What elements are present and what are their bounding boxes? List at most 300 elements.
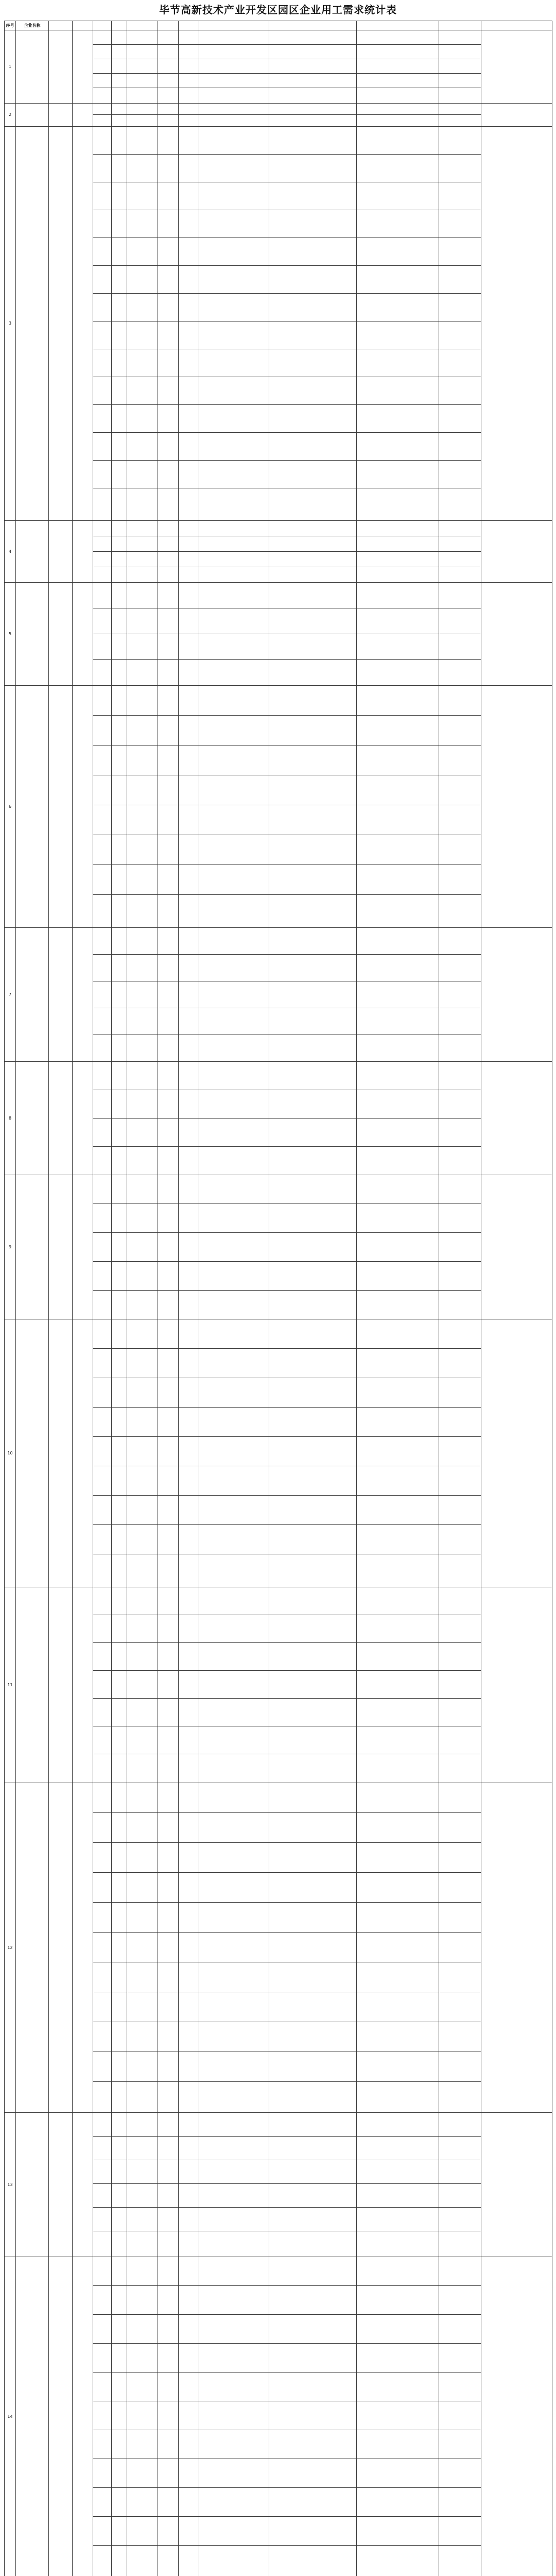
job-detail-cell	[439, 30, 481, 45]
job-detail-cell	[199, 1204, 269, 1233]
job-detail-cell	[127, 1873, 158, 1903]
job-detail-cell	[112, 1408, 127, 1437]
job-detail-cell	[179, 155, 199, 182]
company-info-cell	[49, 583, 73, 686]
job-detail-cell	[93, 1147, 112, 1175]
job-detail-cell	[112, 716, 127, 745]
job-detail-cell	[93, 1378, 112, 1408]
job-detail-cell	[112, 1175, 127, 1204]
job-detail-cell	[93, 2160, 112, 2184]
job-detail-cell	[179, 115, 199, 127]
job-detail-cell	[357, 2488, 439, 2517]
job-detail-cell	[93, 461, 112, 488]
job-detail-cell	[179, 2184, 199, 2208]
job-detail-cell	[439, 210, 481, 238]
job-detail-cell	[269, 745, 357, 775]
job-detail-cell	[93, 567, 112, 583]
job-detail-cell	[158, 835, 179, 865]
job-detail-cell	[357, 1466, 439, 1496]
job-detail-cell	[357, 536, 439, 552]
job-detail-cell	[112, 1754, 127, 1783]
job-detail-cell	[112, 1813, 127, 1843]
job-detail-cell	[199, 1262, 269, 1291]
job-detail-cell	[269, 1754, 357, 1783]
job-detail-cell	[179, 1525, 199, 1554]
company-info-cell	[49, 1175, 73, 1319]
job-detail-cell	[112, 1783, 127, 1813]
job-detail-cell	[127, 104, 158, 115]
job-detail-cell	[357, 2052, 439, 2082]
job-detail-cell	[357, 488, 439, 521]
job-detail-cell	[199, 321, 269, 349]
job-detail-cell	[269, 1873, 357, 1903]
job-detail-cell	[439, 45, 481, 59]
job-detail-cell	[158, 1783, 179, 1813]
job-detail-cell	[127, 1903, 158, 1933]
job-detail-cell	[112, 775, 127, 805]
job-detail-cell	[199, 1291, 269, 1319]
job-detail-cell	[158, 1466, 179, 1496]
job-detail-cell	[357, 1175, 439, 1204]
job-detail-cell	[357, 266, 439, 294]
job-detail-cell	[357, 2430, 439, 2459]
job-detail-cell	[357, 127, 439, 155]
job-detail-cell	[127, 1035, 158, 1062]
remark-cell	[481, 1587, 552, 1783]
job-detail-cell	[112, 88, 127, 104]
job-detail-cell	[112, 2315, 127, 2344]
job-detail-cell	[93, 2459, 112, 2488]
job-detail-cell	[439, 1843, 481, 1873]
job-detail-cell	[158, 461, 179, 488]
job-detail-cell	[93, 405, 112, 433]
job-detail-cell	[179, 660, 199, 686]
job-detail-cell	[179, 377, 199, 405]
job-detail-cell	[112, 182, 127, 210]
job-detail-cell	[127, 865, 158, 895]
job-detail-cell	[357, 552, 439, 567]
job-detail-cell	[93, 2344, 112, 2372]
job-detail-cell	[199, 2137, 269, 2160]
job-detail-cell	[269, 210, 357, 238]
job-detail-cell	[112, 1873, 127, 1903]
company-info-cell	[73, 1783, 93, 2113]
job-detail-cell	[158, 583, 179, 608]
job-detail-cell	[269, 536, 357, 552]
job-detail-cell	[179, 536, 199, 552]
job-detail-cell	[269, 1496, 357, 1525]
job-detail-cell	[112, 1496, 127, 1525]
job-detail-cell	[127, 2401, 158, 2430]
job-detail-cell	[269, 238, 357, 266]
job-detail-cell	[179, 1262, 199, 1291]
job-detail-cell	[179, 981, 199, 1008]
job-detail-cell	[112, 2372, 127, 2401]
job-detail-cell	[127, 2517, 158, 2546]
company-info-cell	[73, 2257, 93, 2576]
job-detail-cell	[199, 1643, 269, 1671]
job-detail-cell	[179, 1699, 199, 1726]
job-detail-cell	[199, 1175, 269, 1204]
job-detail-cell	[158, 1437, 179, 1466]
job-detail-cell	[93, 2401, 112, 2430]
job-detail-cell	[127, 1378, 158, 1408]
job-detail-cell	[158, 2231, 179, 2257]
page-title: 毕节高新技术产业开发区园区企业用工需求统计表	[159, 4, 397, 16]
job-detail-cell	[269, 981, 357, 1008]
job-detail-cell	[93, 1319, 112, 1349]
job-detail-cell	[158, 1008, 179, 1035]
job-detail-cell	[158, 2344, 179, 2372]
job-detail-cell	[357, 1062, 439, 1090]
job-detail-cell	[439, 1233, 481, 1262]
job-detail-cell	[269, 1933, 357, 1962]
job-detail-cell	[112, 634, 127, 660]
job-detail-cell	[269, 1903, 357, 1933]
header-cell	[93, 21, 112, 30]
job-detail-cell	[112, 461, 127, 488]
job-detail-cell	[93, 238, 112, 266]
job-detail-cell	[112, 2082, 127, 2113]
job-detail-cell	[93, 88, 112, 104]
job-detail-cell	[199, 1783, 269, 1813]
job-detail-cell	[93, 182, 112, 210]
job-detail-cell	[112, 2113, 127, 2137]
job-detail-cell	[179, 928, 199, 955]
job-detail-cell	[439, 895, 481, 928]
job-detail-cell	[357, 1408, 439, 1437]
job-detail-cell	[127, 608, 158, 634]
seq-cell: 4	[5, 521, 16, 583]
job-detail-cell	[112, 1319, 127, 1349]
job-detail-cell	[127, 2430, 158, 2459]
job-detail-cell	[439, 2430, 481, 2459]
job-detail-cell	[127, 433, 158, 461]
job-detail-cell	[357, 1843, 439, 1873]
job-detail-cell	[179, 2517, 199, 2546]
job-detail-cell	[439, 981, 481, 1008]
job-detail-cell	[357, 155, 439, 182]
job-detail-cell	[127, 634, 158, 660]
job-detail-cell	[112, 321, 127, 349]
job-detail-cell	[269, 1671, 357, 1699]
job-detail-cell	[439, 2082, 481, 2113]
job-detail-cell	[439, 1726, 481, 1754]
job-detail-cell	[179, 2160, 199, 2184]
job-detail-cell	[439, 1118, 481, 1147]
job-detail-cell	[269, 1378, 357, 1408]
job-detail-cell	[439, 104, 481, 115]
job-detail-cell	[112, 745, 127, 775]
job-detail-cell	[158, 45, 179, 59]
job-detail-cell	[127, 686, 158, 716]
job-detail-cell	[439, 2488, 481, 2517]
job-detail-cell	[357, 745, 439, 775]
job-detail-cell	[439, 2286, 481, 2315]
job-detail-cell	[439, 1933, 481, 1962]
job-detail-cell	[269, 266, 357, 294]
job-detail-cell	[93, 1554, 112, 1587]
job-detail-cell	[93, 115, 112, 127]
remark-cell	[481, 104, 552, 127]
header-cell	[269, 21, 357, 30]
job-detail-cell	[179, 1843, 199, 1873]
job-detail-cell	[439, 2231, 481, 2257]
job-detail-cell	[93, 59, 112, 74]
seq-cell: 1	[5, 30, 16, 104]
job-detail-cell	[127, 2082, 158, 2113]
job-detail-cell	[439, 634, 481, 660]
job-detail-cell	[269, 294, 357, 321]
header-cell	[481, 21, 552, 30]
job-detail-cell	[158, 155, 179, 182]
table-row	[5, 928, 552, 955]
job-detail-cell	[158, 488, 179, 521]
job-detail-cell	[127, 377, 158, 405]
job-detail-cell	[127, 1726, 158, 1754]
job-detail-cell	[158, 1726, 179, 1754]
job-detail-cell	[269, 895, 357, 928]
job-detail-cell	[179, 2257, 199, 2286]
job-detail-cell	[127, 321, 158, 349]
job-detail-cell	[439, 294, 481, 321]
company-info-cell	[49, 2257, 73, 2576]
job-detail-cell	[112, 567, 127, 583]
job-detail-cell	[158, 1204, 179, 1233]
job-detail-cell	[127, 127, 158, 155]
job-detail-cell	[199, 127, 269, 155]
job-detail-cell	[93, 660, 112, 686]
job-detail-cell	[127, 1008, 158, 1035]
job-detail-cell	[439, 716, 481, 745]
job-detail-cell	[199, 405, 269, 433]
job-detail-cell	[269, 1813, 357, 1843]
job-detail-cell	[93, 634, 112, 660]
job-detail-cell	[439, 1615, 481, 1643]
job-detail-cell	[179, 2231, 199, 2257]
job-detail-cell	[199, 182, 269, 210]
job-detail-cell	[357, 928, 439, 955]
job-detail-cell	[112, 1992, 127, 2022]
job-detail-cell	[127, 1262, 158, 1291]
job-detail-cell	[269, 488, 357, 521]
job-detail-cell	[269, 1843, 357, 1873]
job-detail-cell	[439, 2184, 481, 2208]
job-detail-cell	[179, 405, 199, 433]
job-detail-cell	[439, 1175, 481, 1204]
job-detail-cell	[93, 1754, 112, 1783]
job-detail-cell	[269, 1291, 357, 1319]
job-detail-cell	[93, 488, 112, 521]
job-detail-cell	[179, 2208, 199, 2231]
job-detail-cell	[439, 2546, 481, 2576]
job-detail-cell	[357, 2022, 439, 2052]
remark-cell	[481, 127, 552, 521]
job-detail-cell	[179, 955, 199, 981]
job-detail-cell	[112, 1062, 127, 1090]
job-detail-cell	[112, 2546, 127, 2576]
job-detail-cell	[357, 1204, 439, 1233]
job-detail-cell	[93, 2184, 112, 2208]
job-detail-cell	[127, 981, 158, 1008]
job-detail-cell	[93, 2315, 112, 2344]
job-detail-cell	[199, 30, 269, 45]
job-detail-cell	[127, 115, 158, 127]
job-detail-cell	[158, 2286, 179, 2315]
job-detail-cell	[357, 1873, 439, 1903]
job-detail-cell	[269, 1090, 357, 1118]
employment-demand-table	[4, 21, 552, 2576]
job-detail-cell	[357, 981, 439, 1008]
job-detail-cell	[112, 45, 127, 59]
job-detail-cell	[127, 1147, 158, 1175]
company-info-cell	[49, 1062, 73, 1175]
job-detail-cell	[179, 2022, 199, 2052]
job-detail-cell	[158, 321, 179, 349]
job-detail-cell	[357, 1903, 439, 1933]
job-detail-cell	[269, 2208, 357, 2231]
job-detail-cell	[93, 1118, 112, 1147]
job-detail-cell	[357, 1933, 439, 1962]
job-detail-cell	[93, 127, 112, 155]
job-detail-cell	[112, 1699, 127, 1726]
job-detail-cell	[112, 1671, 127, 1699]
job-detail-cell	[127, 536, 158, 552]
job-detail-cell	[439, 1437, 481, 1466]
job-detail-cell	[199, 1587, 269, 1615]
job-detail-cell	[179, 608, 199, 634]
job-detail-cell	[127, 1754, 158, 1783]
company-info-cell	[73, 30, 93, 104]
job-detail-cell	[269, 88, 357, 104]
job-detail-cell	[158, 2208, 179, 2231]
job-detail-cell	[179, 1873, 199, 1903]
job-detail-cell	[439, 1090, 481, 1118]
job-detail-cell	[112, 2286, 127, 2315]
job-detail-cell	[439, 1587, 481, 1615]
job-detail-cell	[158, 775, 179, 805]
job-detail-cell	[357, 1090, 439, 1118]
job-detail-cell	[357, 1554, 439, 1587]
job-detail-cell	[112, 686, 127, 716]
job-detail-cell	[199, 238, 269, 266]
seq-cell: 7	[5, 928, 16, 1062]
job-detail-cell	[93, 865, 112, 895]
job-detail-cell	[179, 686, 199, 716]
job-detail-cell	[93, 1903, 112, 1933]
job-detail-cell	[112, 1090, 127, 1118]
job-detail-cell	[127, 294, 158, 321]
job-detail-cell	[112, 294, 127, 321]
job-detail-cell	[158, 115, 179, 127]
job-detail-cell	[439, 865, 481, 895]
company-name-cell	[16, 127, 49, 521]
job-detail-cell	[439, 1754, 481, 1783]
table-row	[5, 1319, 552, 1349]
job-detail-cell	[93, 1726, 112, 1754]
job-detail-cell	[357, 2137, 439, 2160]
job-detail-cell	[158, 1090, 179, 1118]
job-detail-cell	[158, 1062, 179, 1090]
job-detail-cell	[112, 155, 127, 182]
job-detail-cell	[112, 660, 127, 686]
job-detail-cell	[158, 928, 179, 955]
job-detail-cell	[179, 2430, 199, 2459]
job-detail-cell	[357, 88, 439, 104]
job-detail-cell	[158, 1643, 179, 1671]
job-detail-cell	[93, 1008, 112, 1035]
job-detail-cell	[269, 1062, 357, 1090]
company-info-cell	[73, 583, 93, 686]
seq-cell: 14	[5, 2257, 16, 2576]
job-detail-cell	[112, 1291, 127, 1319]
job-detail-cell	[127, 1992, 158, 2022]
job-detail-cell	[112, 2052, 127, 2082]
job-detail-cell	[199, 115, 269, 127]
job-detail-cell	[439, 1466, 481, 1496]
job-detail-cell	[357, 1147, 439, 1175]
table-row	[5, 2257, 552, 2286]
job-detail-cell	[112, 805, 127, 835]
job-detail-cell	[269, 1554, 357, 1587]
job-detail-cell	[93, 2372, 112, 2401]
job-detail-cell	[199, 2517, 269, 2546]
job-detail-cell	[179, 1754, 199, 1783]
job-detail-cell	[269, 1175, 357, 1204]
job-detail-cell	[357, 835, 439, 865]
job-detail-cell	[199, 981, 269, 1008]
job-detail-cell	[199, 1525, 269, 1554]
job-detail-cell	[158, 1754, 179, 1783]
job-detail-cell	[158, 30, 179, 45]
job-detail-cell	[357, 1992, 439, 2022]
job-detail-cell	[199, 895, 269, 928]
job-detail-cell	[93, 2488, 112, 2517]
job-detail-cell	[93, 1933, 112, 1962]
job-detail-cell	[269, 1643, 357, 1671]
job-detail-cell	[357, 461, 439, 488]
job-detail-cell	[127, 2372, 158, 2401]
job-detail-cell	[112, 521, 127, 536]
table-header-row	[5, 21, 552, 30]
job-detail-cell	[179, 1813, 199, 1843]
job-detail-cell	[112, 2430, 127, 2459]
job-detail-cell	[357, 1496, 439, 1525]
job-detail-cell	[179, 210, 199, 238]
job-detail-cell	[439, 433, 481, 461]
job-detail-cell	[179, 182, 199, 210]
remark-cell	[481, 521, 552, 583]
job-detail-cell	[179, 349, 199, 377]
job-detail-cell	[269, 321, 357, 349]
job-detail-cell	[93, 805, 112, 835]
job-detail-cell	[179, 2052, 199, 2082]
job-detail-cell	[127, 1496, 158, 1525]
job-detail-cell	[127, 238, 158, 266]
job-detail-cell	[439, 1147, 481, 1175]
job-detail-cell	[199, 1843, 269, 1873]
job-detail-cell	[357, 321, 439, 349]
company-info-cell	[73, 1175, 93, 1319]
job-detail-cell	[269, 45, 357, 59]
job-detail-cell	[179, 461, 199, 488]
job-detail-cell	[127, 2113, 158, 2137]
job-detail-cell	[158, 1587, 179, 1615]
job-detail-cell	[357, 865, 439, 895]
table-row	[5, 2113, 552, 2137]
job-detail-cell	[158, 2160, 179, 2184]
job-detail-cell	[112, 1962, 127, 1992]
